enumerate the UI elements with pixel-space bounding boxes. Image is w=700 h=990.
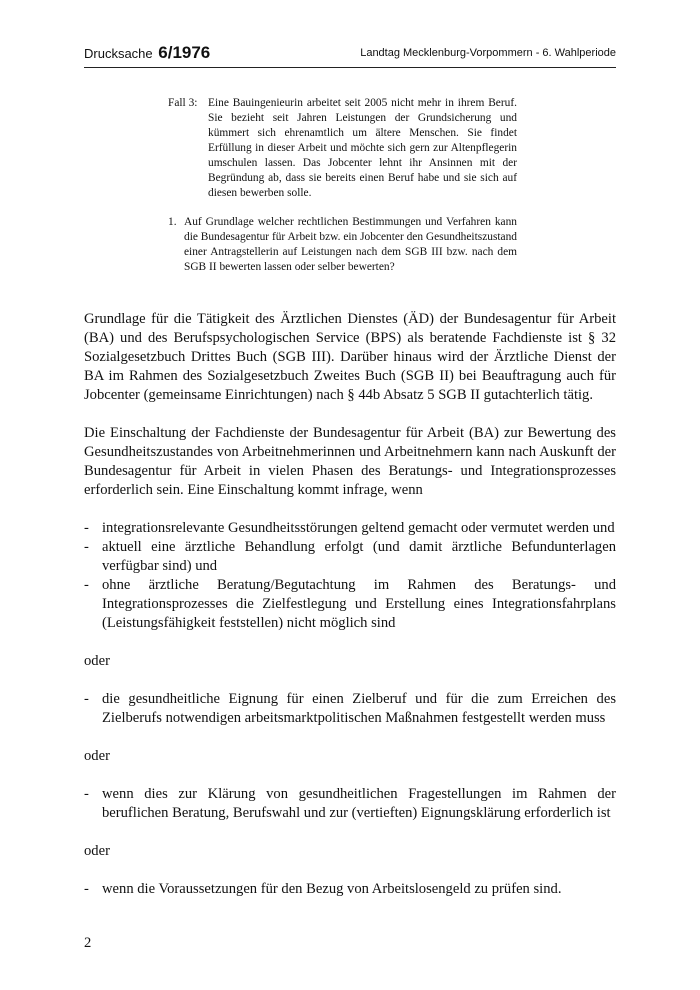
list-item <box>84 519 616 538</box>
dash-marker: - <box>84 520 89 536</box>
oder-separator: oder <box>84 653 110 669</box>
answer-paragraph-2: Die Einschaltung der Fachdienste der Bundesagentur für Arbeit (BA) zur Bewertung des Gesundheitszustandes von Arbeitnehmerinnen und Arbeitnehmern kann nach Auskunft der Bundesagentur für Arbeit in vielen Phasen des Beratungs- und Integrationsprozesses erforderlich sein. Eine Einschaltung kommt infrage, wenn <box>84 425 616 498</box>
condition-list-1 <box>84 519 616 633</box>
list-item <box>84 785 616 823</box>
list-item <box>84 690 616 728</box>
case-text: Eine Bauingenieurin arbeitet seit 2005 nicht mehr in ihrem Beruf. Sie bezieht seit Jahren Leistungen der Grundsicherung und kümmert sich ehrenamtlich um ältere Menschen. Sie findet Erfüllung in dieser Arbeit und möchte sich gern zur Altenpflegerin umschulen lassen. Das Jobcenter lehnt ihr Ansinnen mit der Begründung ab, dass sie bereits einen Beruf habe und sie sich auf diesen bewerben solle. <box>208 97 517 199</box>
dash-marker: - <box>84 881 89 897</box>
page-number: 2 <box>84 935 92 951</box>
list-item <box>84 538 616 576</box>
header-parliament: Landtag Mecklenburg-Vorpommern - 6. Wahlperiode <box>360 47 616 59</box>
list-item-text: wenn dies zur Klärung von gesundheitlichen Fragestellungen im Rahmen der beruflichen Beratung, Berufswahl und zur (vertieften) Eignungsklärung erforderlich ist <box>102 786 616 821</box>
case-label: Fall 3: <box>168 97 198 109</box>
answer-body <box>84 310 616 918</box>
question-text: Auf Grundlage welcher rechtlichen Bestimmungen und Verfahren kann die Bundesagentur für Arbeit bzw. ein Jobcenter den Gesundheitszustand einer Antragstellerin auf Leistungen nach dem SGB III bzw. nach dem SGB II bewerten lassen oder selber bewerten? <box>184 216 517 273</box>
list-item-text: aktuell eine ärztliche Behandlung erfolgt (und damit ärztliche Befundunterlagen verfügbar sind) und <box>102 539 616 574</box>
condition-list-2 <box>84 690 616 728</box>
oder-separator: oder <box>84 748 110 764</box>
question-block <box>168 215 517 275</box>
question-quote <box>168 96 517 275</box>
list-item-text: integrationsrelevante Gesundheitsstörungen geltend gemacht oder vermutet werden und <box>102 520 615 536</box>
list-item-text: die gesundheitliche Eignung für einen Zielberuf und für die zum Erreichen des Zielberufs notwendigen arbeitsmarktpolitischen Maßnahmen festgestellt werden muss <box>102 691 616 726</box>
dash-marker: - <box>84 691 89 707</box>
condition-list-3 <box>84 785 616 823</box>
condition-list-4 <box>84 880 616 899</box>
drucksache-text: Drucksache <box>84 46 153 61</box>
answer-paragraph-1: Grundlage für die Tätigkeit des Ärztlichen Dienstes (ÄD) der Bundesagentur für Arbeit (BA) und des Berufspsychologischen Service (BPS) als beratende Fachdienste ist § 32 Sozialgesetzbuch Drittes Buch (SGB III). Darüber hinaus wird der Ärztliche Dienst der BA im Rahmen des Sozialgesetzbuch Zweites Buch (SGB II) bei Beauftragung auch für Jobcenter (gemeinsame Einrichtungen) nach § 44b Absatz 5 SGB II gutachterlich tätig. <box>84 311 616 403</box>
drucksache-label <box>84 43 210 63</box>
question-number: 1. <box>168 216 177 228</box>
list-item <box>84 576 616 633</box>
list-item <box>84 880 616 899</box>
oder-separator: oder <box>84 843 110 859</box>
list-item-text: wenn die Voraussetzungen für den Bezug von Arbeitslosengeld zu prüfen sind. <box>102 881 562 897</box>
dash-marker: - <box>84 539 89 555</box>
dash-marker: - <box>84 786 89 802</box>
drucksache-number: 6/1976 <box>158 43 211 62</box>
list-item-text: ohne ärztliche Beratung/Begutachtung im Rahmen des Beratungs- und Integrationsprozesses die Zielfestlegung und Erstellung eines Integrationsfahrplans (Leistungsfähigkeit feststellen) nicht möglich sind <box>102 577 616 631</box>
case-block <box>168 96 517 201</box>
page-header <box>84 41 616 68</box>
dash-marker: - <box>84 577 89 593</box>
